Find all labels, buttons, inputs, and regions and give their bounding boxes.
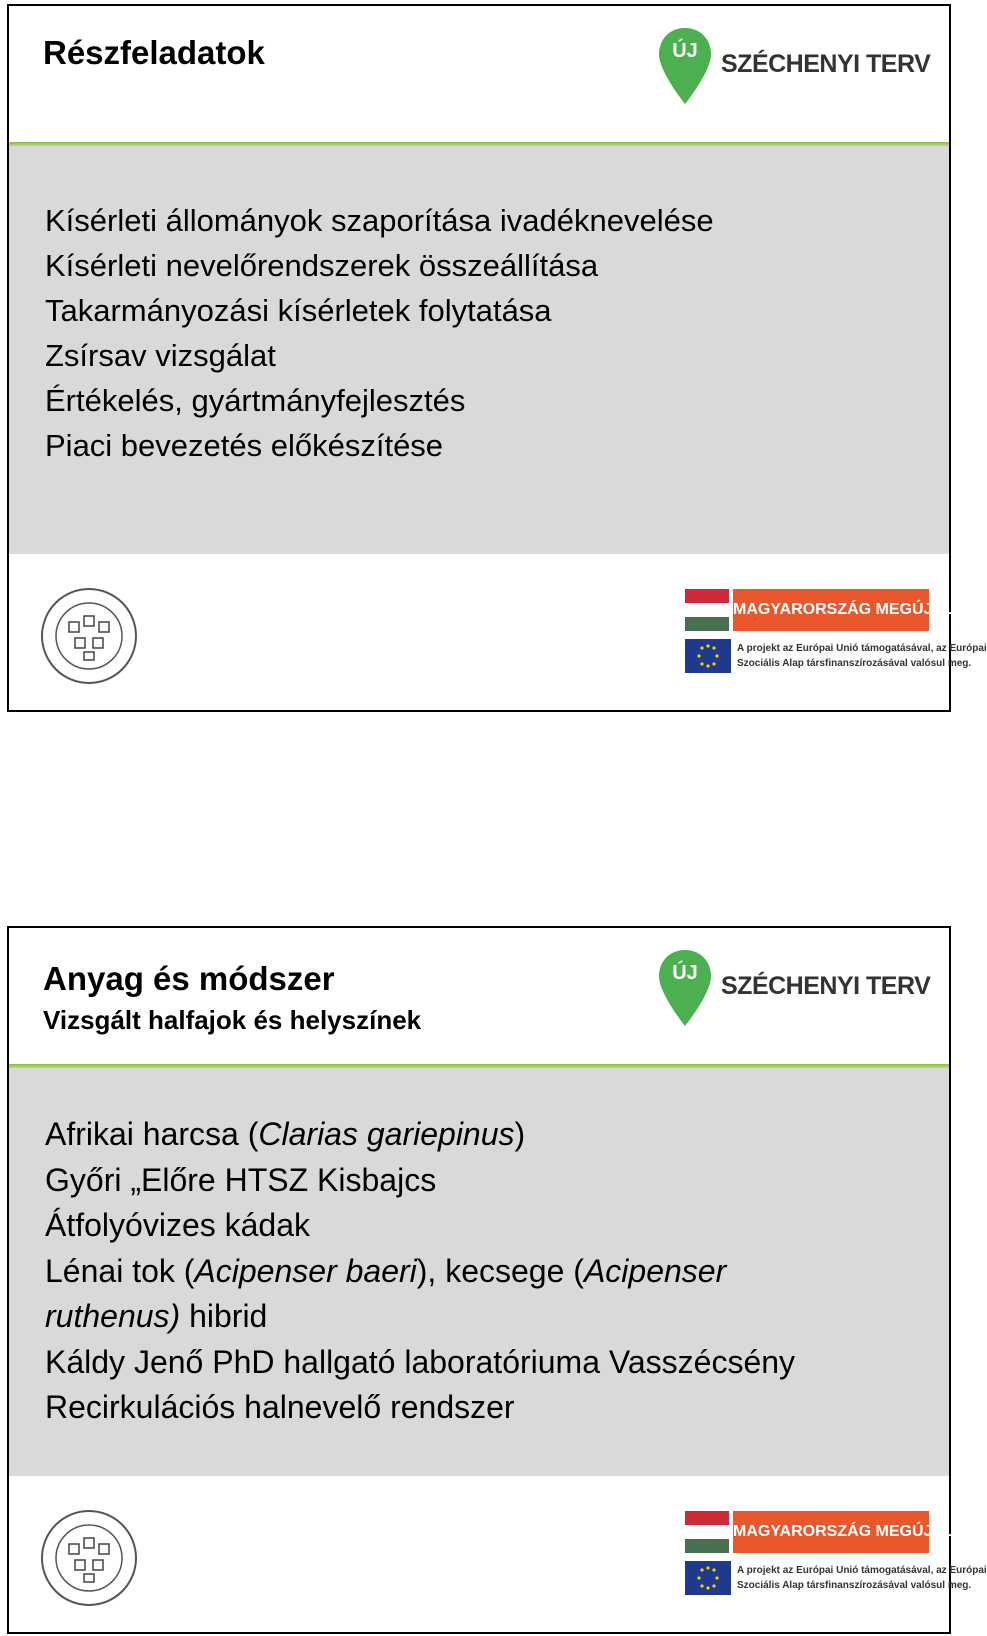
text-segment: Lénai tok ( (45, 1252, 195, 1289)
szechenyi-terv-label: SZÉCHENYI TERV (721, 50, 931, 78)
slide-subtitle: Vizsgált halfajok és helyszínek (43, 1005, 422, 1035)
eu-text-line: Szociális Alap társfinanszírozásával valósul meg. (737, 1580, 972, 1591)
hungarian-flag-icon (685, 589, 729, 631)
species-name: ruthenus) (45, 1298, 181, 1334)
slide-2 (7, 926, 987, 1634)
list-item (45, 1294, 795, 1340)
eu-flag-icon (685, 1561, 731, 1595)
species-name: Acipenser (583, 1252, 727, 1289)
slide-content (9, 146, 949, 554)
hungarian-flag-icon (685, 1511, 729, 1553)
magyarorszag-megujul-logo (685, 1511, 954, 1553)
slide-title: Anyag és módszer (43, 960, 335, 997)
szechenyi-terv-label: SZÉCHENYI TERV (721, 972, 931, 1000)
list-item: Értékelés, gyártmányfejlesztés (45, 383, 466, 418)
list-item: Átfolyóvizes kádak (45, 1207, 311, 1243)
list-item: Zsírsav vizsgálat (45, 338, 276, 373)
eu-funding-logo (685, 639, 987, 675)
species-name: Clarias gariepinus (258, 1116, 515, 1152)
university-seal-logo (39, 1508, 139, 1608)
slide-title: Részfeladatok (43, 34, 265, 71)
list-item: Kísérleti állományok szaporítása ivadéknevelése (45, 203, 714, 238)
species-name: Acipenser baeri (194, 1252, 417, 1289)
szechenyi-terv-logo (657, 26, 931, 106)
szechenyi-terv-logo (657, 948, 931, 1028)
text-segment: Afrikai harcsa ( (45, 1116, 259, 1152)
text-segment: ) (514, 1116, 526, 1152)
eu-funding-logo (685, 1561, 987, 1597)
species-list (45, 1112, 795, 1431)
text-segment: ), kecsege ( (416, 1252, 584, 1289)
list-item (45, 1249, 795, 1295)
eu-funding-text (737, 641, 987, 671)
list-item (45, 1112, 795, 1158)
szechenyi-uj-label: ÚJ (672, 962, 698, 984)
map-pin-icon (657, 948, 713, 1028)
magyarorszag-megujul-logo (685, 589, 954, 631)
list-item: Recirkulációs halnevelő rendszer (45, 1389, 515, 1425)
list-item: Győri „Előre HTSZ Kisbajcs (45, 1161, 437, 1198)
magyarorszag-megujul-label: MAGYARORSZÁG MEGÚJUL (733, 589, 929, 631)
magyarorszag-megujul-label: MAGYARORSZÁG MEGÚJUL (733, 1511, 929, 1553)
text-segment: hibrid (180, 1298, 268, 1334)
list-item: Kísérleti nevelőrendszerek összeállítása (45, 248, 599, 283)
eu-text-line: A projekt az Európai Unió támogatásával, az Európai (737, 1565, 987, 1576)
list-item: Piaci bevezetés előkészítése (45, 428, 444, 463)
list-item: Takarmányozási kísérletek folytatása (45, 293, 552, 328)
slide-1 (7, 4, 987, 712)
slide-content (9, 1068, 949, 1476)
university-seal-logo (39, 586, 139, 686)
list-item: Káldy Jenő PhD hallgató laboratóriuma Vasszécsény (45, 1343, 796, 1380)
eu-text-line: Szociális Alap társfinanszírozásával valósul meg. (737, 658, 972, 669)
slide-header (9, 928, 949, 1064)
task-list (45, 198, 714, 468)
eu-flag-icon (685, 639, 731, 673)
eu-text-line: A projekt az Európai Unió támogatásával, az Európai (737, 643, 987, 654)
slide-header (9, 6, 949, 142)
szechenyi-uj-label: ÚJ (672, 40, 698, 62)
map-pin-icon (657, 26, 713, 106)
eu-funding-text (737, 1563, 987, 1593)
